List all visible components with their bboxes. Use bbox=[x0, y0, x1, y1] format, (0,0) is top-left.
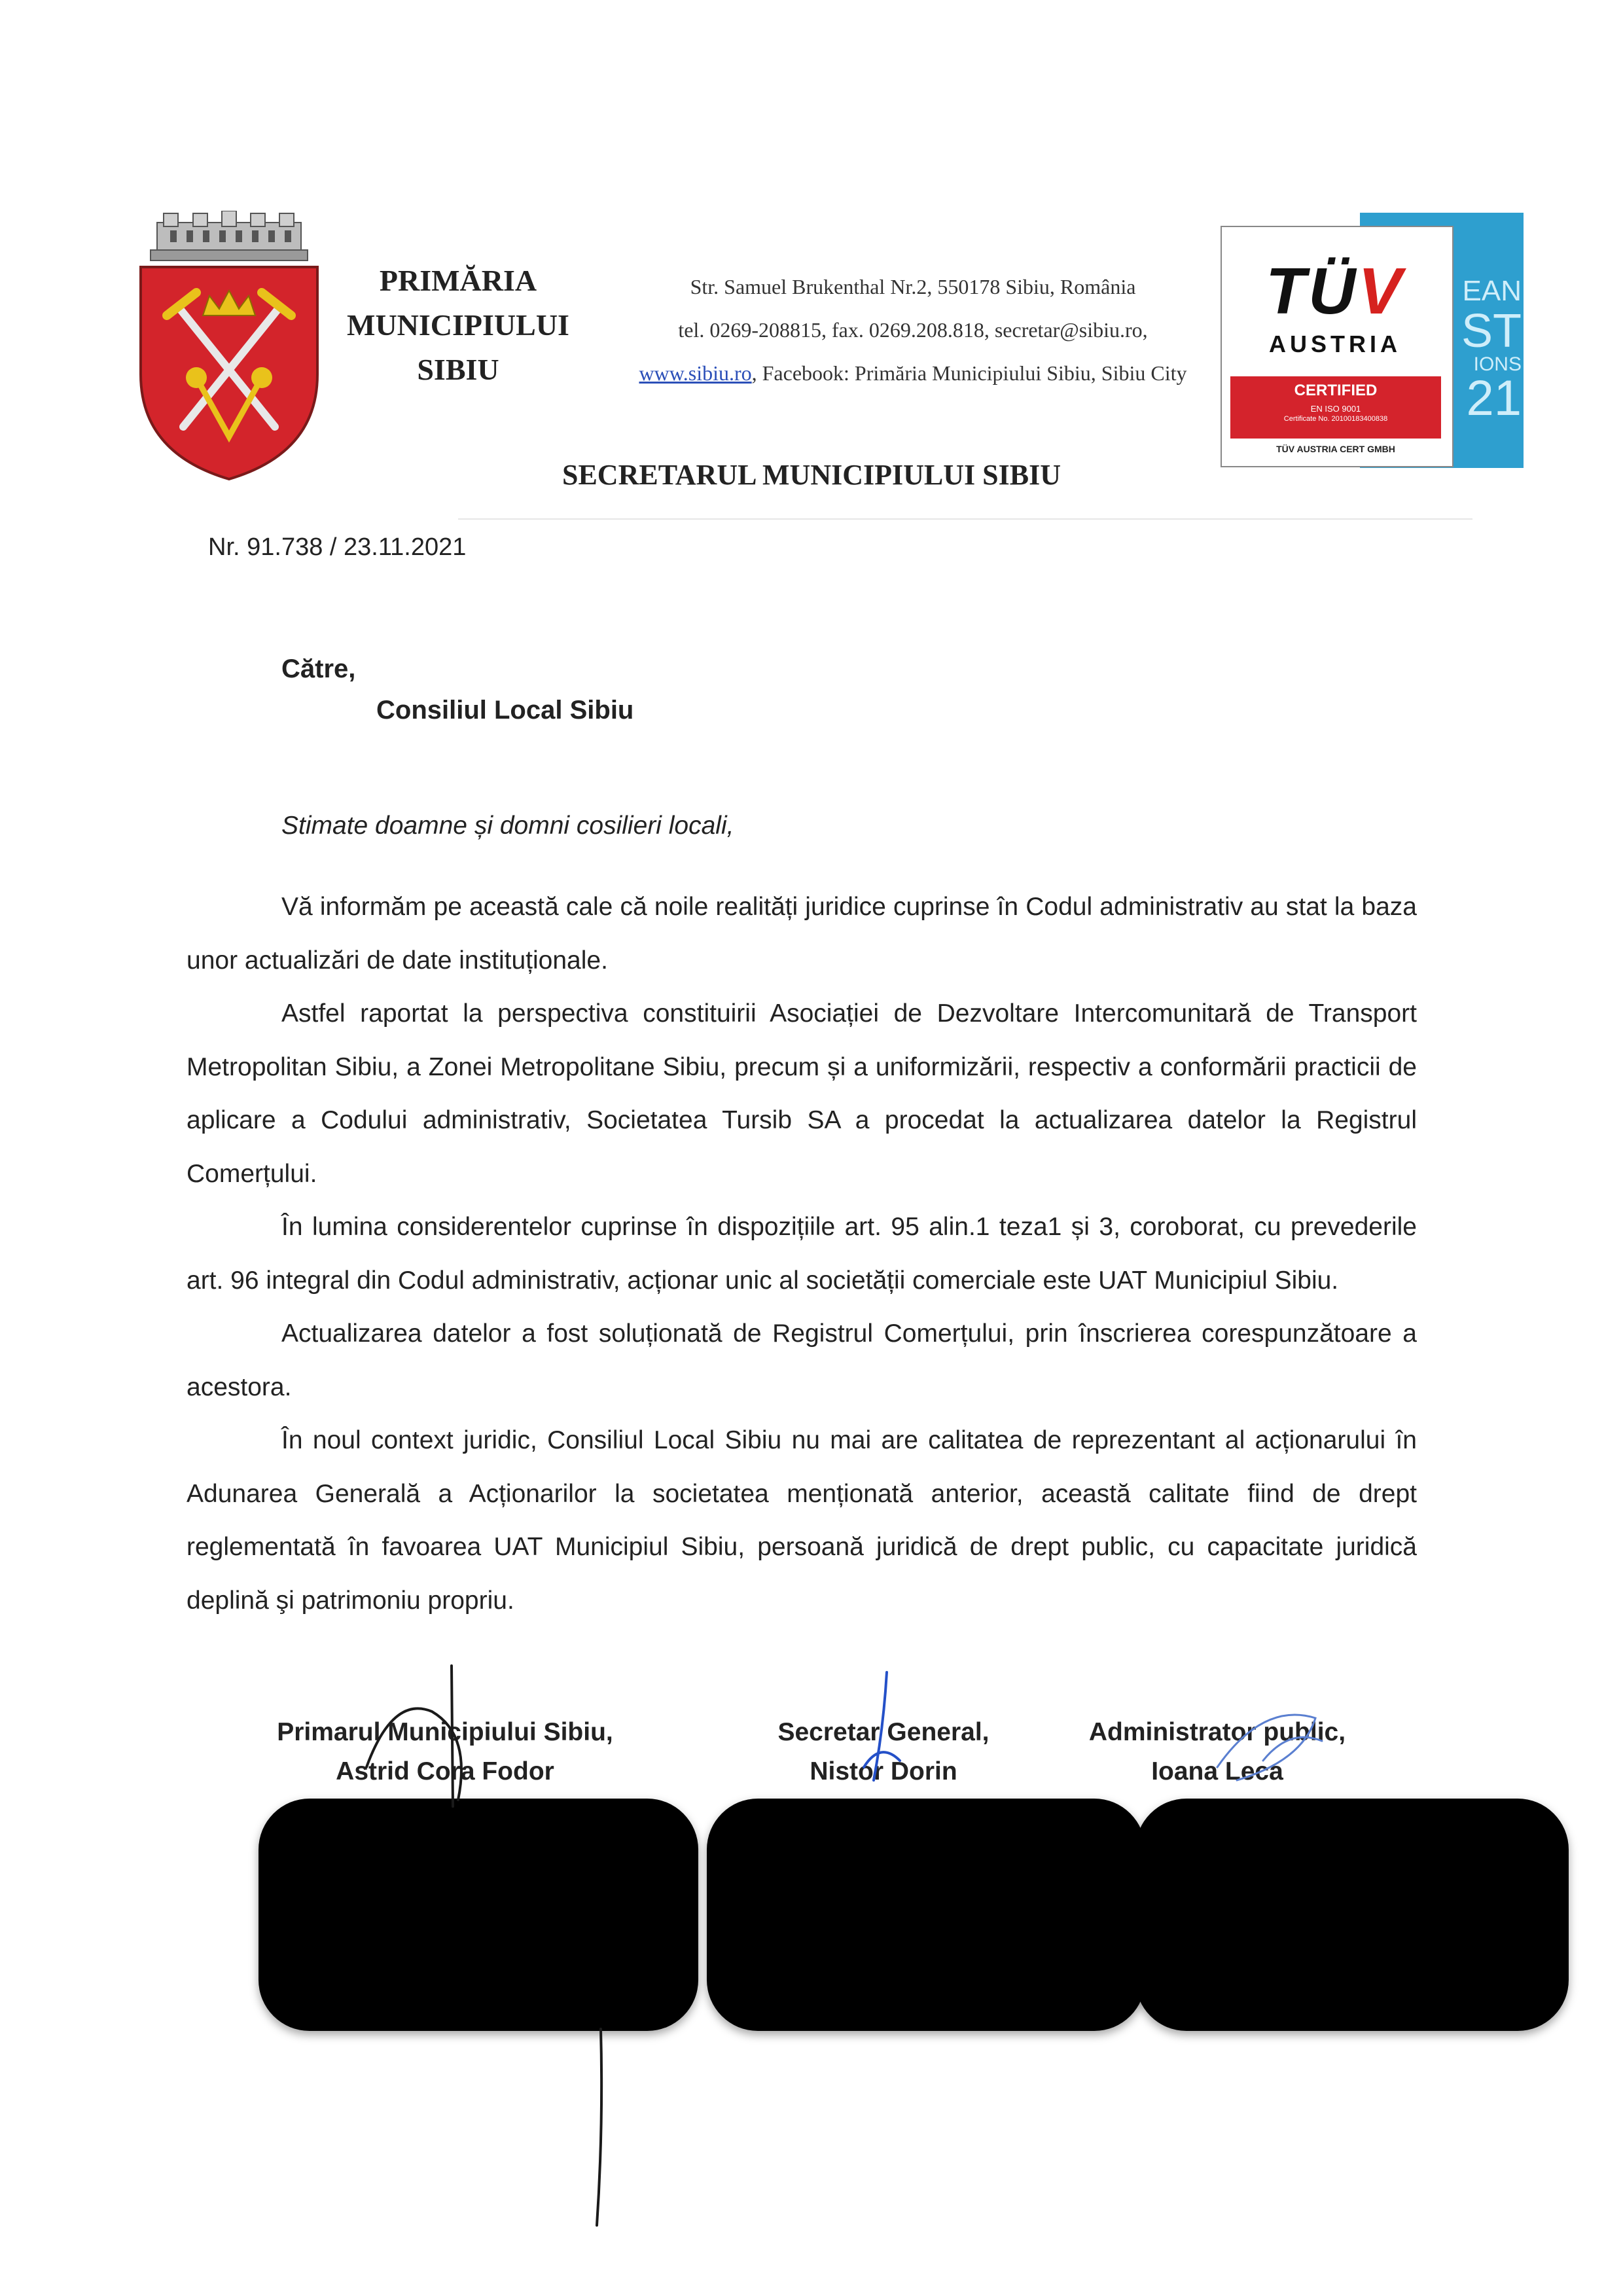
redaction-block bbox=[259, 1799, 698, 2031]
recipient-prefix: Către, bbox=[281, 655, 356, 683]
tuv-logo-v: V bbox=[1358, 255, 1404, 328]
redaction-block bbox=[707, 1799, 1145, 2031]
paragraph-2: Astfel raportat la perspectiva constituirii Asociației de Dezvoltare Intercomunitară de Transport Metropolitan Sibiu, a Zonei Metropolitane Sibiu, precum și a uniformizării, respectiv a conformării practicii de aplicare a Codului administrativ, Societatea Tursib SA a procedat la actualizarea datelor la Registrul Comerțului. bbox=[187, 999, 1417, 1188]
header-divider bbox=[458, 518, 1472, 520]
paragraph-5: În noul context juridic, Consiliul Local Sibiu nu mai are calitatea de reprezentant al acționarului în Adunarea Generală a Acționarilor la societatea menționată anterior, această calitate fiind de drept reglementată în favoarea UAT Municipiul Sibiu, persoană juridică de drept public, cu capacitate juridică deplină şi patrimoniu propriu. bbox=[187, 1426, 1417, 1615]
institution-name bbox=[321, 259, 596, 392]
administrator-signature-title: Administrator public, bbox=[1088, 1718, 1346, 1746]
coat-of-arms-icon bbox=[134, 211, 324, 486]
recipient-name: Consiliul Local Sibiu bbox=[376, 696, 634, 725]
contact-block bbox=[592, 265, 1234, 395]
phone-line: tel. 0269-208815, fax. 0269.208.818, secretar@sibiu.ro, bbox=[678, 318, 1148, 342]
institution-line-3: SIBIU bbox=[417, 353, 499, 386]
panel-text-2: ST bbox=[1461, 305, 1522, 357]
social-text: , Facebook: Primăria Municipiului Sibiu, Sibiu City bbox=[751, 361, 1187, 385]
web-line bbox=[592, 351, 1234, 395]
salutation: Stimate doamne și domni cosilieri locali, bbox=[281, 812, 734, 840]
mayor-signature-name: Astrid Cora Fodor bbox=[336, 1757, 554, 1785]
tuv-standard: EN ISO 9001 bbox=[1310, 404, 1361, 414]
paragraph-3: În lumina considerentelor cuprinse în dispozițiile art. 95 alin.1 teza1 și 3, coroborat, cu prevederile art. 96 integral din Codul administrativ, acționar unic al societății comerciale este UAT Municipiul Sibiu. bbox=[187, 1213, 1417, 1295]
tuv-certificate-number: Certificate No. 20100183400838 bbox=[1283, 415, 1388, 423]
tuv-logo-tu: TÜ bbox=[1265, 255, 1359, 328]
tuv-certified-label: CERTIFIED bbox=[1294, 382, 1378, 399]
mayor-signature-title: Primarul Municipiului Sibiu, bbox=[277, 1718, 613, 1746]
paragraph-1: Vă informăm pe această cale că noile realități juridice cuprinse în Codul administrativ au stat la baza unor actualizări de date instituționale. bbox=[187, 893, 1417, 975]
redaction-block bbox=[1135, 1799, 1569, 2031]
panel-text-3: IONS bbox=[1473, 353, 1522, 375]
institution-line-1: PRIMĂRIA bbox=[379, 264, 537, 297]
letter-body bbox=[187, 880, 1417, 1627]
document-reference: Nr. 91.738 / 23.11.2021 bbox=[208, 533, 467, 561]
tuv-logo bbox=[1237, 255, 1433, 328]
tuv-country: AUSTRIA bbox=[1269, 331, 1401, 357]
website-link[interactable]: www.sibiu.ro bbox=[639, 361, 752, 385]
panel-text-4: 21 bbox=[1466, 370, 1522, 426]
tuv-certified-box bbox=[1230, 376, 1441, 439]
institution-line-2: MUNICIPIULUI bbox=[347, 308, 569, 342]
panel-text-1: EAN bbox=[1462, 275, 1522, 307]
secretary-signature-title: Secretar General, bbox=[777, 1718, 990, 1746]
address-line: Str. Samuel Brukenthal Nr.2, 550178 Sibiu, România bbox=[690, 275, 1136, 298]
paragraph-4: Actualizarea datelor a fost soluționată de Registrul Comerțului, prin înscrierea corespunzătoare a acestora. bbox=[187, 1319, 1417, 1401]
secretary-signature-name: Nistor Dorin bbox=[810, 1757, 957, 1785]
department-title: SECRETARUL MUNICIPIULUI SIBIU bbox=[562, 459, 1061, 491]
administrator-signature-name: Ioana Leca bbox=[1151, 1757, 1283, 1785]
tuv-issuer: TÜV AUSTRIA CERT GMBH bbox=[1276, 444, 1395, 454]
